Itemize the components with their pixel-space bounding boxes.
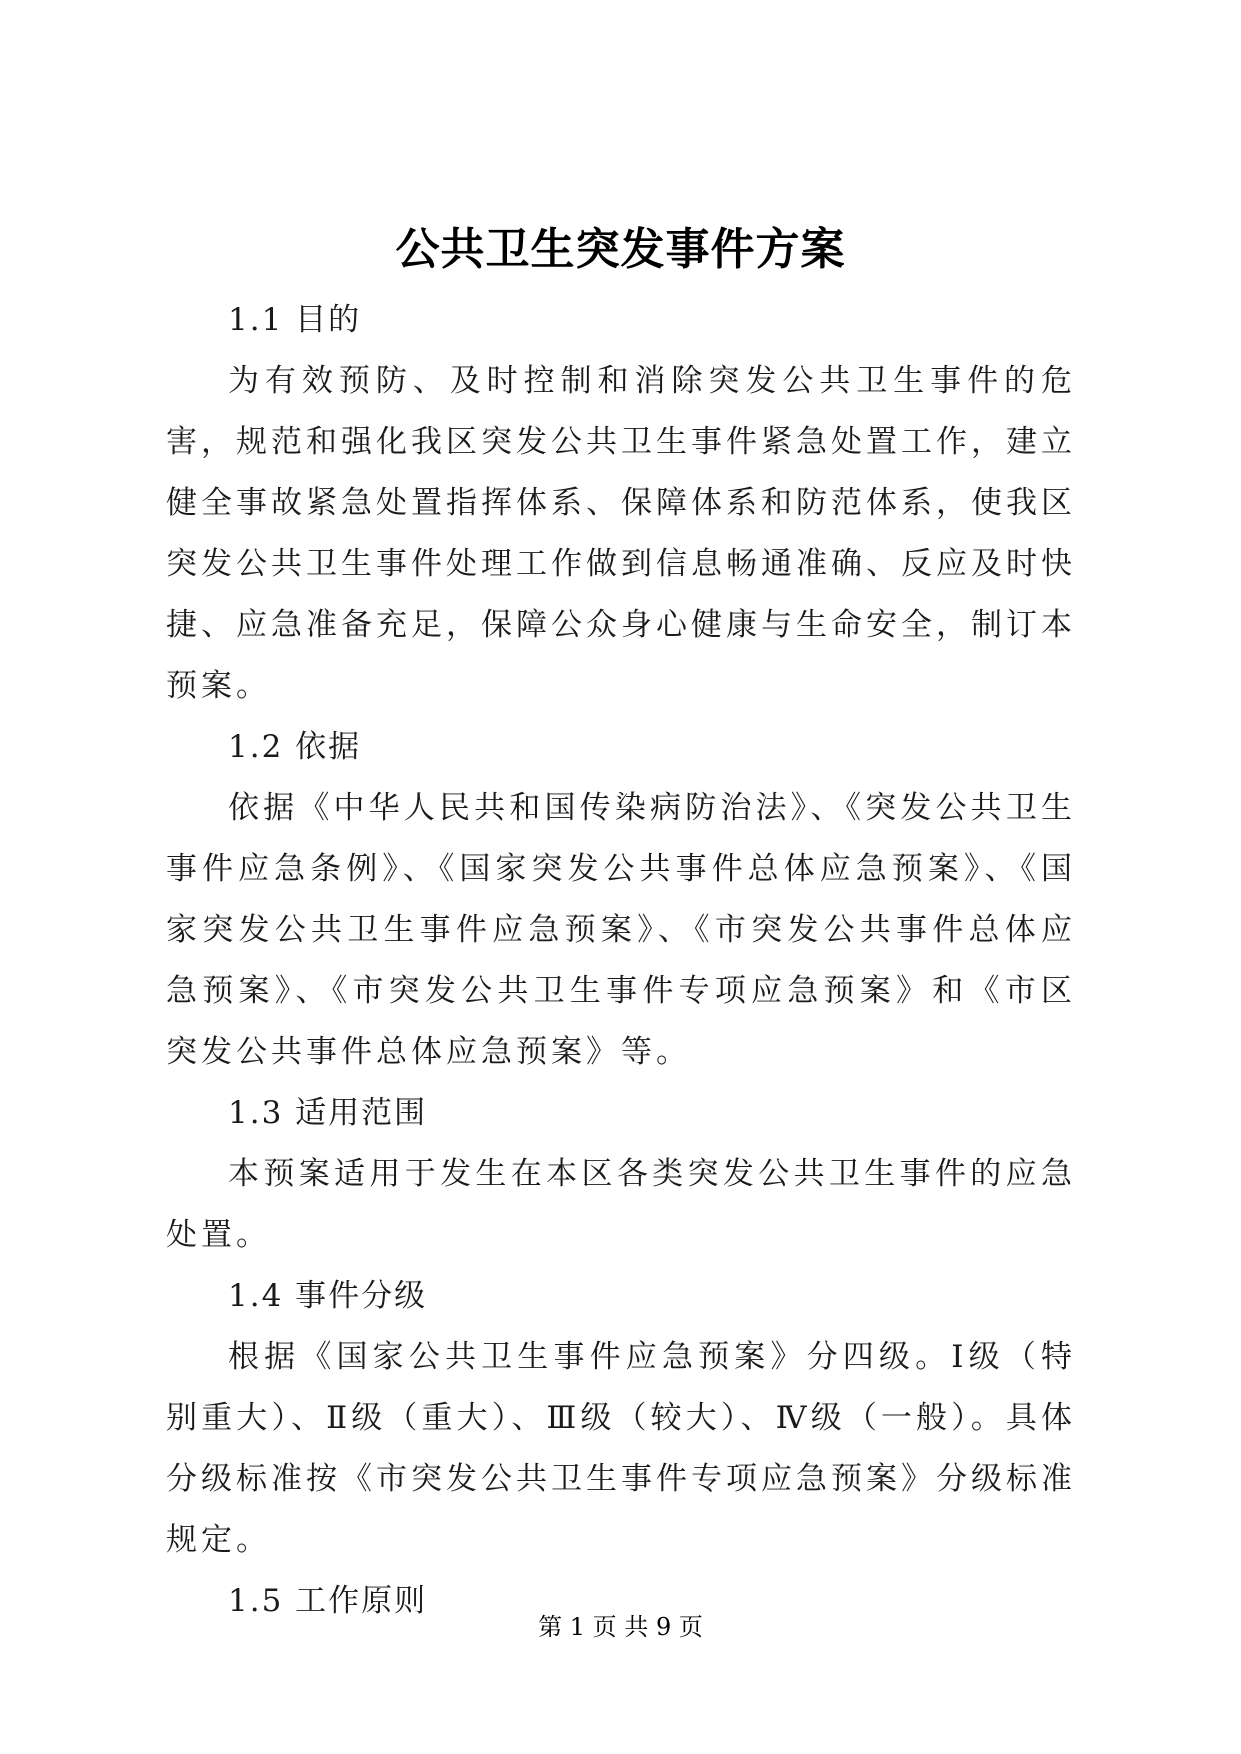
section-heading-1-1: 1.1 目的 xyxy=(228,302,362,338)
section-heading-1-4: 1.4 事件分级 xyxy=(228,1278,428,1314)
section-paragraph-1-3: 本预案适用于发生在本区各类突发公共卫生事件的应急处置。 xyxy=(166,1156,1076,1253)
section-paragraph-1-1: 为有效预防、及时控制和消除突发公共卫生事件的危害，规范和强化我区突发公共卫生事件紧急处置工作，建立健全事故紧急处置指挥体系、保障体系和防范体系，使我区突发公共卫生事件处理工作做到信息畅通准确、反应及时快捷、应急准备充足，保障公众身心健康与生命安全，制订本预案。 xyxy=(166,363,1076,704)
section-heading-1-5: 1.5 工作原则 xyxy=(228,1583,428,1619)
page-footer: 第 1 页 共 9 页 xyxy=(538,1613,703,1641)
section-paragraph-1-4: 根据《国家公共卫生事件应急预案》分四级。Ⅰ级（特别重大）、Ⅱ级（重大）、Ⅲ级（较大）、Ⅳ级（一般）。具体分级标准按《市突发公共卫生事件专项应急预案》分级标准规定。 xyxy=(166,1339,1076,1558)
document-title: 公共卫生突发事件方案 xyxy=(395,224,846,275)
section-heading-1-2: 1.2 依据 xyxy=(228,729,362,765)
section-paragraph-1-2: 依据《中华人民共和国传染病防治法》、《突发公共卫生事件应急条例》、《国家突发公共事件总体应急预案》、《国家突发公共卫生事件应急预案》、《市突发公共事件总体应急预案》、《市突发公共卫生事件专项应急预案》和《市区突发公共事件总体应急预案》等。 xyxy=(166,790,1076,1070)
document-body xyxy=(166,290,1076,1632)
section-heading-1-3: 1.3 适用范围 xyxy=(228,1095,428,1131)
